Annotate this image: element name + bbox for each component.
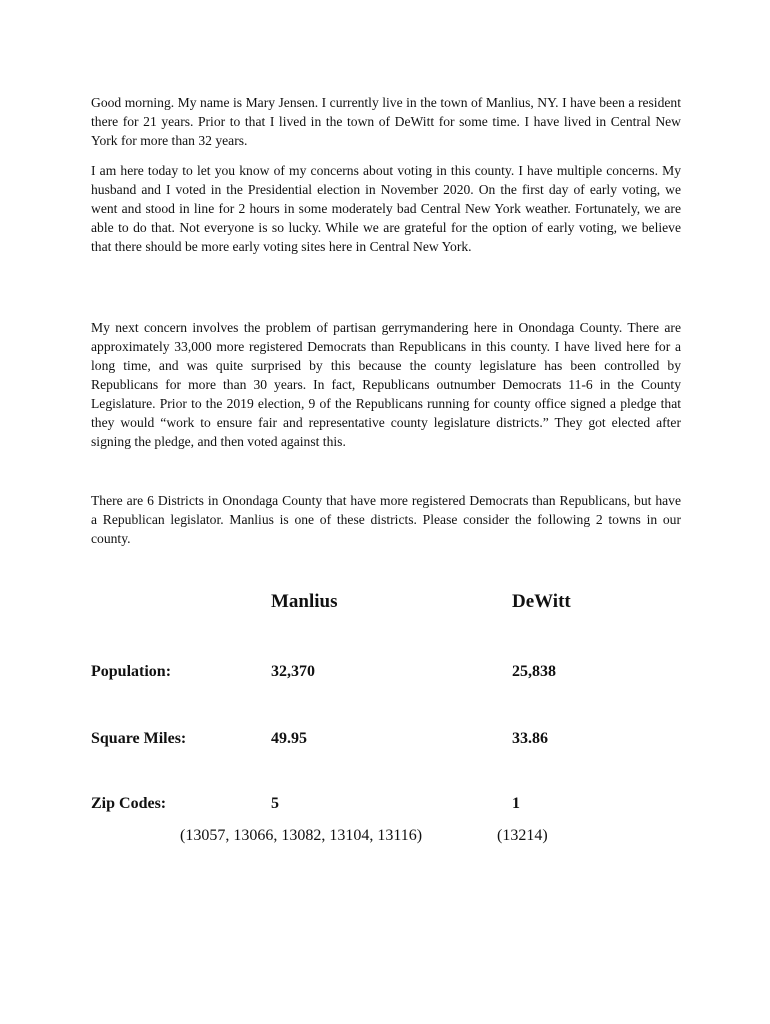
paragraph-early-voting: I am here today to let you know of my concerns about voting in this county. I have multiple concerns. My husband and I voted in the Presidential election in November 2020. On the first day of early voting, we went and stood in line for 2 hours in some moderately bad Central New York weather. Fortunately, we are able to do that. Not everyone is so lucky. While we are grateful for the option of early voting, we believe that there should be more early voting sites here in Central New York. (91, 163, 681, 254)
column-header-manlius: Manlius (271, 591, 338, 612)
column-header-dewitt: DeWitt (512, 591, 571, 612)
row-label-square-miles: Square Miles: (91, 730, 187, 747)
manlius-square-miles: 49.95 (271, 730, 307, 747)
dewitt-population: 25,838 (512, 663, 556, 680)
manlius-population: 32,370 (271, 663, 315, 680)
dewitt-zip-list: (13214) (497, 827, 548, 844)
paragraph-introduction: Good morning. My name is Mary Jensen. I currently live in the town of Manlius, NY. I have been a resident there for 21 years. Prior to that I lived in the town of DeWitt for some time. I have lived in Central New York for more than 32 years. (91, 95, 681, 148)
paragraph-districts: There are 6 Districts in Onondaga County that have more registered Democrats than Republicans, but have a Republican legislator. Manlius is one of these districts. Please consider the following 2 towns in our county. (91, 493, 681, 546)
paragraph-gerrymandering: My next concern involves the problem of partisan gerrymandering here in Onondaga County. There are approximately 33,000 more registered Democrats than Republicans in this county. I have lived here for a long time, and was quite surprised by this because the county legislature has been controlled by Republicans for more than 30 years. In fact, Republicans outnumber Democrats 11-6 in the County Legislature. Prior to the 2019 election, 9 of the Republicans running for county office signed a pledge that they would “work to ensure fair and representative county legislature districts.” They got elected after signing the pledge, and then voted against this. (91, 320, 681, 449)
manlius-zip-count: 5 (271, 795, 279, 812)
row-label-zip-codes: Zip Codes: (91, 795, 167, 812)
dewitt-zip-count: 1 (512, 795, 520, 812)
manlius-zip-list: (13057, 13066, 13082, 13104, 13116) (180, 827, 423, 844)
row-label-population: Population: (91, 663, 172, 680)
dewitt-square-miles: 33.86 (512, 730, 548, 747)
